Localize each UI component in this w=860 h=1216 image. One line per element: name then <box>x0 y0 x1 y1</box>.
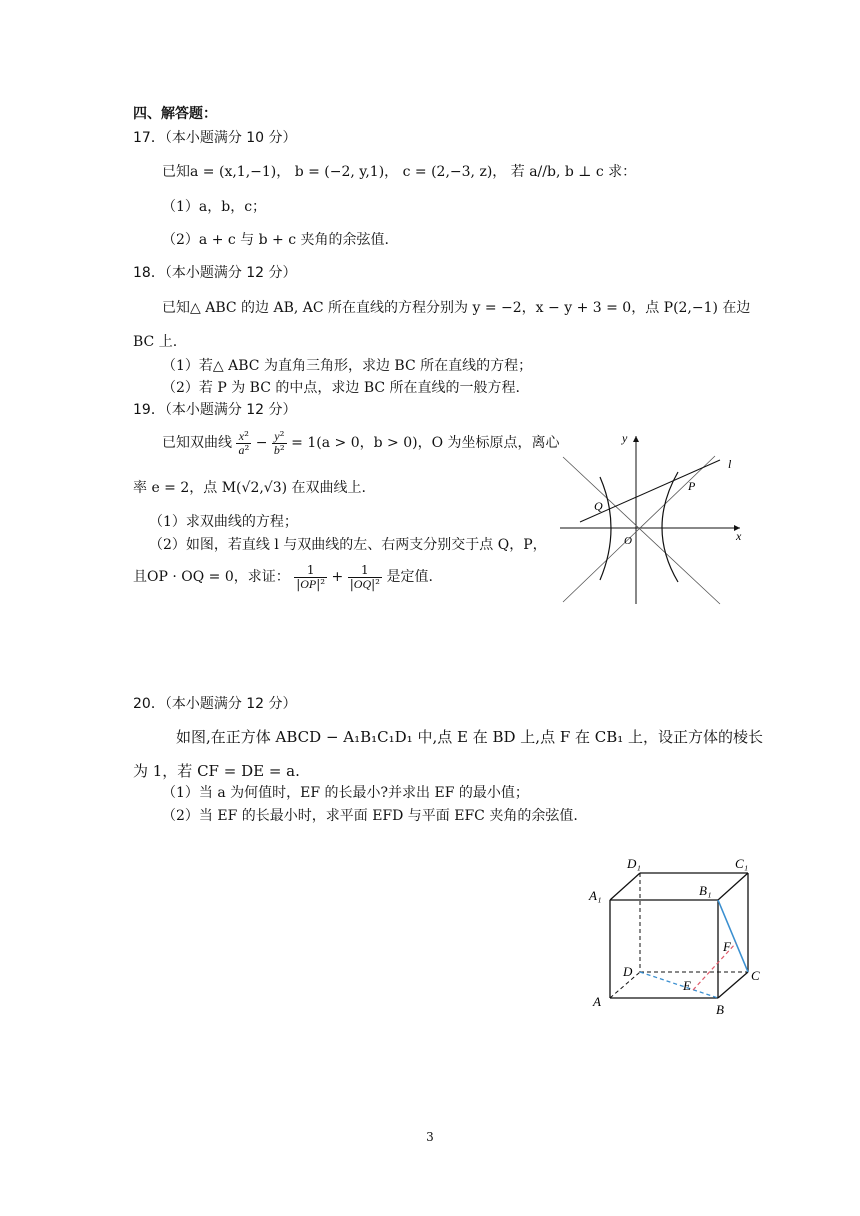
q20-cube-figure <box>585 848 775 1023</box>
y-label: y <box>622 432 628 445</box>
point-q-label: Q <box>594 499 603 513</box>
q19-frac-x: $\frac{\text{x²}}{\text{a²}}$ <box>238 428 250 457</box>
q19-part2-line2: 且OP · OQ = 0，求证： $\frac{1}{\text{|OP|²}}$ + $\frac{1}{\text{|OQ|²}}$ 是定值. <box>133 562 433 591</box>
q17-part1: （1）a，b，c； <box>162 199 267 215</box>
origin-label: O <box>624 535 632 547</box>
q19-part1: （1）求双曲线的方程； <box>149 514 298 530</box>
q17-vector-b: b = (−2, y,1) <box>294 164 385 180</box>
x-label: x <box>736 529 742 543</box>
q20-part2: （2）当 EF 的长最小时，求平面 EFD 与平面 EFC 夹角的余弦值. <box>162 808 578 824</box>
q20-stem-line2: 为 1，若 CF = DE = a. <box>133 762 300 780</box>
vertex-A1: A₁ <box>589 888 602 903</box>
q17-condition: 若 a//b, b ⊥ c 求： <box>510 164 637 180</box>
q19-frac-op: $\frac{1}{\text{|OP|²}}$ <box>296 562 326 591</box>
edge-B1C1 <box>718 873 748 900</box>
q19-part2-line1: （2）如图，若直线 l 与双曲线的左、右两支分别交于点 Q，P， <box>149 537 547 553</box>
q19-header: 19．（本小题满分 12 分） <box>133 402 297 418</box>
section-title: 四、解答题： <box>133 106 217 122</box>
vertex-D1: D₁ <box>627 856 641 871</box>
asymptote-1 <box>563 457 720 604</box>
q19-stem-line2: 率 e = 2，点 M(√2,√3) 在双曲线上. <box>133 480 366 496</box>
diagonal-BD <box>640 972 718 998</box>
q19-stem: 已知双曲线 $\frac{\text{x²}}{\text{a²}}$ − $\frac{\text{y²}}{\text{b²}}$ = 1(a > 0，b > 0)，O 为坐标原点，离心 <box>162 428 560 457</box>
right-branch <box>662 472 678 582</box>
q17-part2: （2）a + c 与 b + c 夹角的余弦值. <box>162 232 389 248</box>
q20-stem-line1: 如图,在正方体 ABCD − A₁B₁C₁D₁ 中,点 E 在 BD 上,点 F 在 CB₁ 上，设正方体的棱长 <box>176 728 764 746</box>
q17-vector-a: a = (x,1,−1) <box>190 164 277 180</box>
diagonal-CB1 <box>718 900 748 972</box>
q18-header: 18．（本小题满分 12 分） <box>133 265 297 281</box>
q18-stem-line1: 已知△ ABC 的边 AB, AC 所在直线的方程分别为 y = −2，x − y + 3 = 0，点 P(2,−1) 在边 <box>162 300 751 316</box>
q19-frac-y: $\frac{\text{y²}}{\text{b²}}$ <box>273 428 285 457</box>
q19-frac-oq: $\frac{1}{\text{|OQ|²}}$ <box>349 562 380 591</box>
q17-header: 17．（本小题满分 10 分） <box>133 130 297 146</box>
vertex-C1: C₁ <box>735 856 749 871</box>
point-E: E <box>683 978 691 993</box>
q18-part2: （2）若 P 为 BC 的中点，求边 BC 所在直线的一般方程. <box>162 380 520 396</box>
vertex-D: D <box>623 964 633 979</box>
q19-hyperbola-figure <box>560 432 750 607</box>
point-p-label: P <box>688 479 696 493</box>
point-F: F <box>723 939 731 954</box>
vertex-A: A <box>593 994 601 1009</box>
edge-A1D1 <box>610 873 640 900</box>
q17-stem: 已知a = (x,1,−1)， b = (−2, y,1)， c = (2,−3, z)， 若 a//b, b ⊥ c 求： <box>162 164 637 180</box>
q18-stem-line2: BC 上. <box>133 334 178 350</box>
vertex-C: C <box>751 968 760 983</box>
q19-dot-product: OP · OQ = 0 <box>147 569 234 585</box>
page-number: 3 <box>426 1130 434 1144</box>
q20-part1: （1）当 a 为何值时，EF 的长最小?并求出 EF 的最小值； <box>162 785 529 801</box>
vertex-B1: B₁ <box>699 883 712 898</box>
edge-BC <box>718 972 748 998</box>
q20-header: 20．（本小题满分 12 分） <box>133 696 297 712</box>
vertex-B: B <box>716 1002 724 1017</box>
line-l-label: l <box>728 457 732 471</box>
q18-part1: （1）若△ ABC 为直角三角形，求边 BC 所在直线的方程； <box>162 358 533 374</box>
q17-vector-c: c = (2,−3, z) <box>402 164 493 180</box>
